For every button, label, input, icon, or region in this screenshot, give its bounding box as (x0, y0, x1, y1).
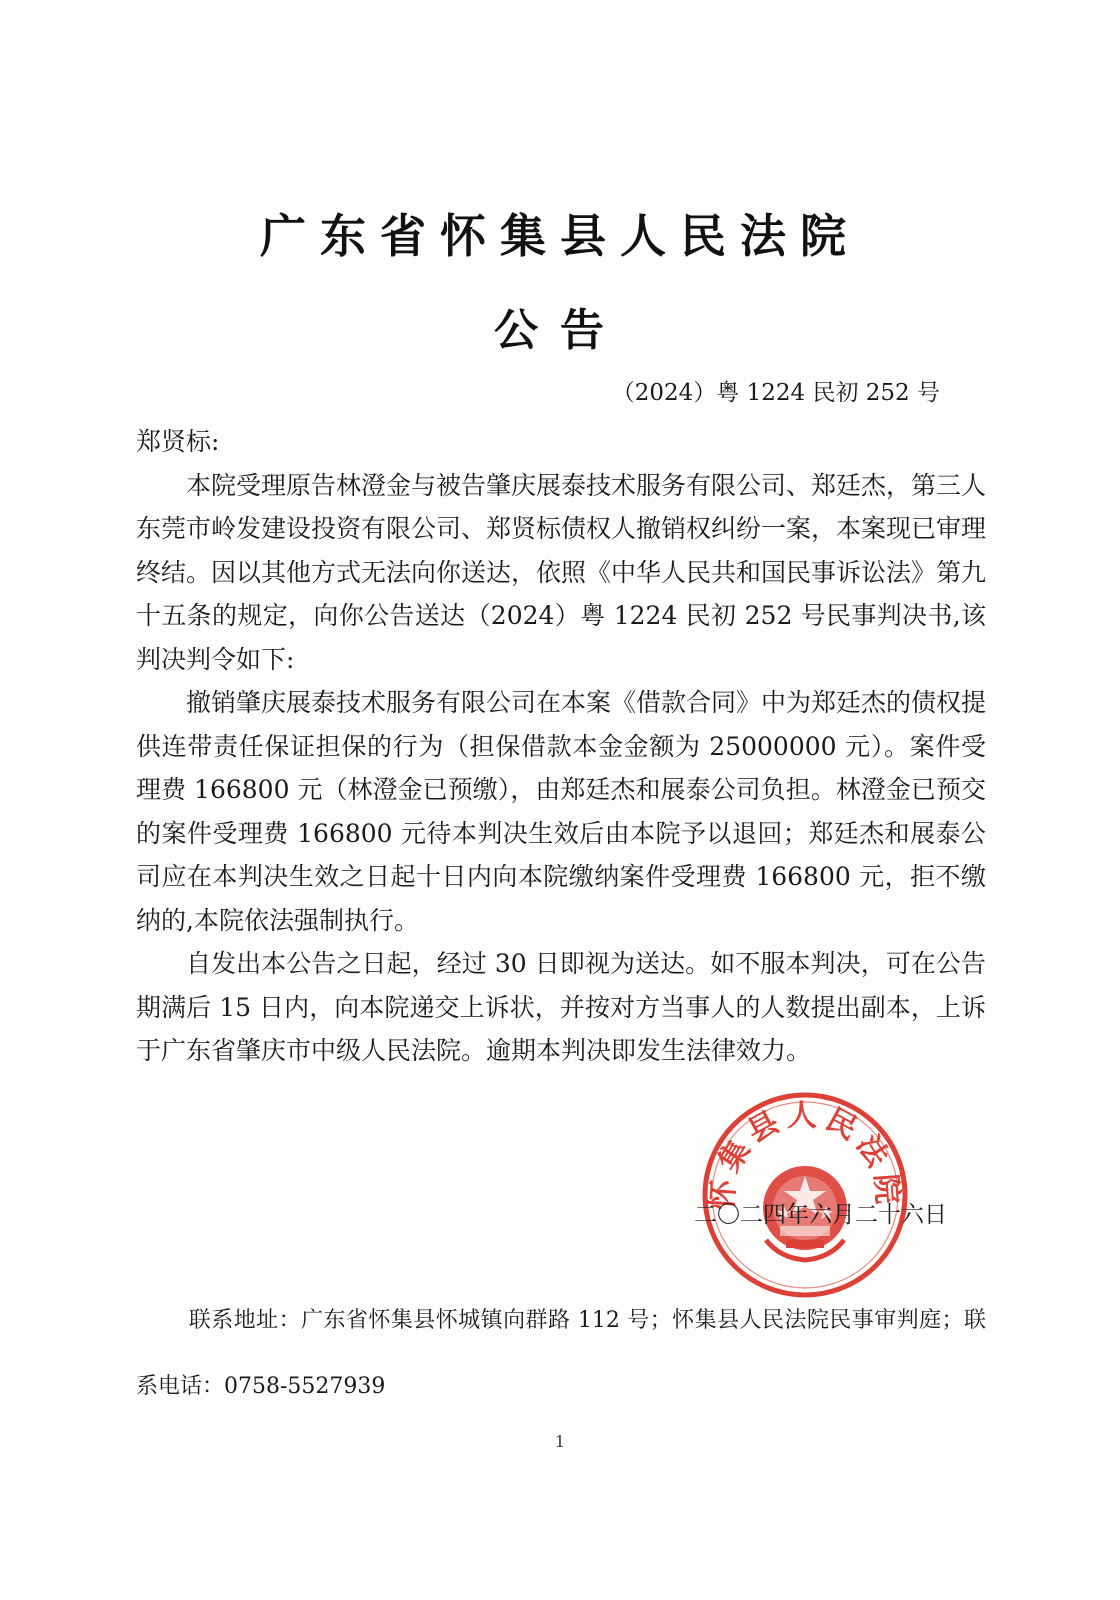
court-seal-icon (700, 1090, 910, 1300)
addressee: 郑贤标: (136, 427, 220, 456)
contact-info: 联系地址：广东省怀集县怀城镇向群路 112 号；怀集县人民法院民事审判庭；联系电话：0758-5527939 (136, 1308, 986, 1399)
document-type-heading: 公告 (494, 305, 626, 356)
paragraph-case-summary: 本院受理原告林澄金与被告肇庆展泰技术服务有限公司、郑廷杰，第三人东莞市岭发建设投资有限公司、郑贤标债权人撤销权纠纷一案，本案现已审理终结。因以其他方式无法向你送达，依照《中华人民共和国民事诉讼法》第九十五条的规定，向你公告送达（2024）粤 1224 民初 252 号民事判决书,该判决判令如下: (136, 470, 987, 674)
court-name-heading: 广东省怀集县人民法院 (260, 209, 860, 263)
case-number: （2024）粤 1224 民初 252 号 (611, 380, 940, 406)
page-number: 1 (554, 1432, 566, 1451)
paragraph-judgment: 撤销肇庆展泰技术服务有限公司在本案《借款合同》中为郑廷杰的债权提供连带责任保证担保的行为（担保借款本金金额为 25000000 元）。案件受理费 166800 元（林澄金已预缴），由郑廷杰和展泰公司负担。林澄金已预交的案件受理费 166800 元待本判决生效后由本院予以退回；郑廷杰和展泰公司应在本判决生效之日起十日内向本院缴纳案件受理费 166800 元，拒不缴纳的,本院依法强制执行。 (136, 688, 987, 935)
paragraph-service-appeal: 自发出本公告之日起，经过 30 日即视为送达。如不服本判决，可在公告期满后 15 日内，向本院递交上诉状，并按对方当事人的人数提出副本，上诉于广东省肇庆市中级人民法院。逾期本判决即发生法律效力。 (136, 949, 986, 1065)
issue-date: 二〇二四年六月二十六日 (694, 1202, 947, 1228)
notice-body (136, 420, 986, 1073)
svg-text:怀集县人民法院: 怀集县人民法院 (705, 1098, 905, 1212)
